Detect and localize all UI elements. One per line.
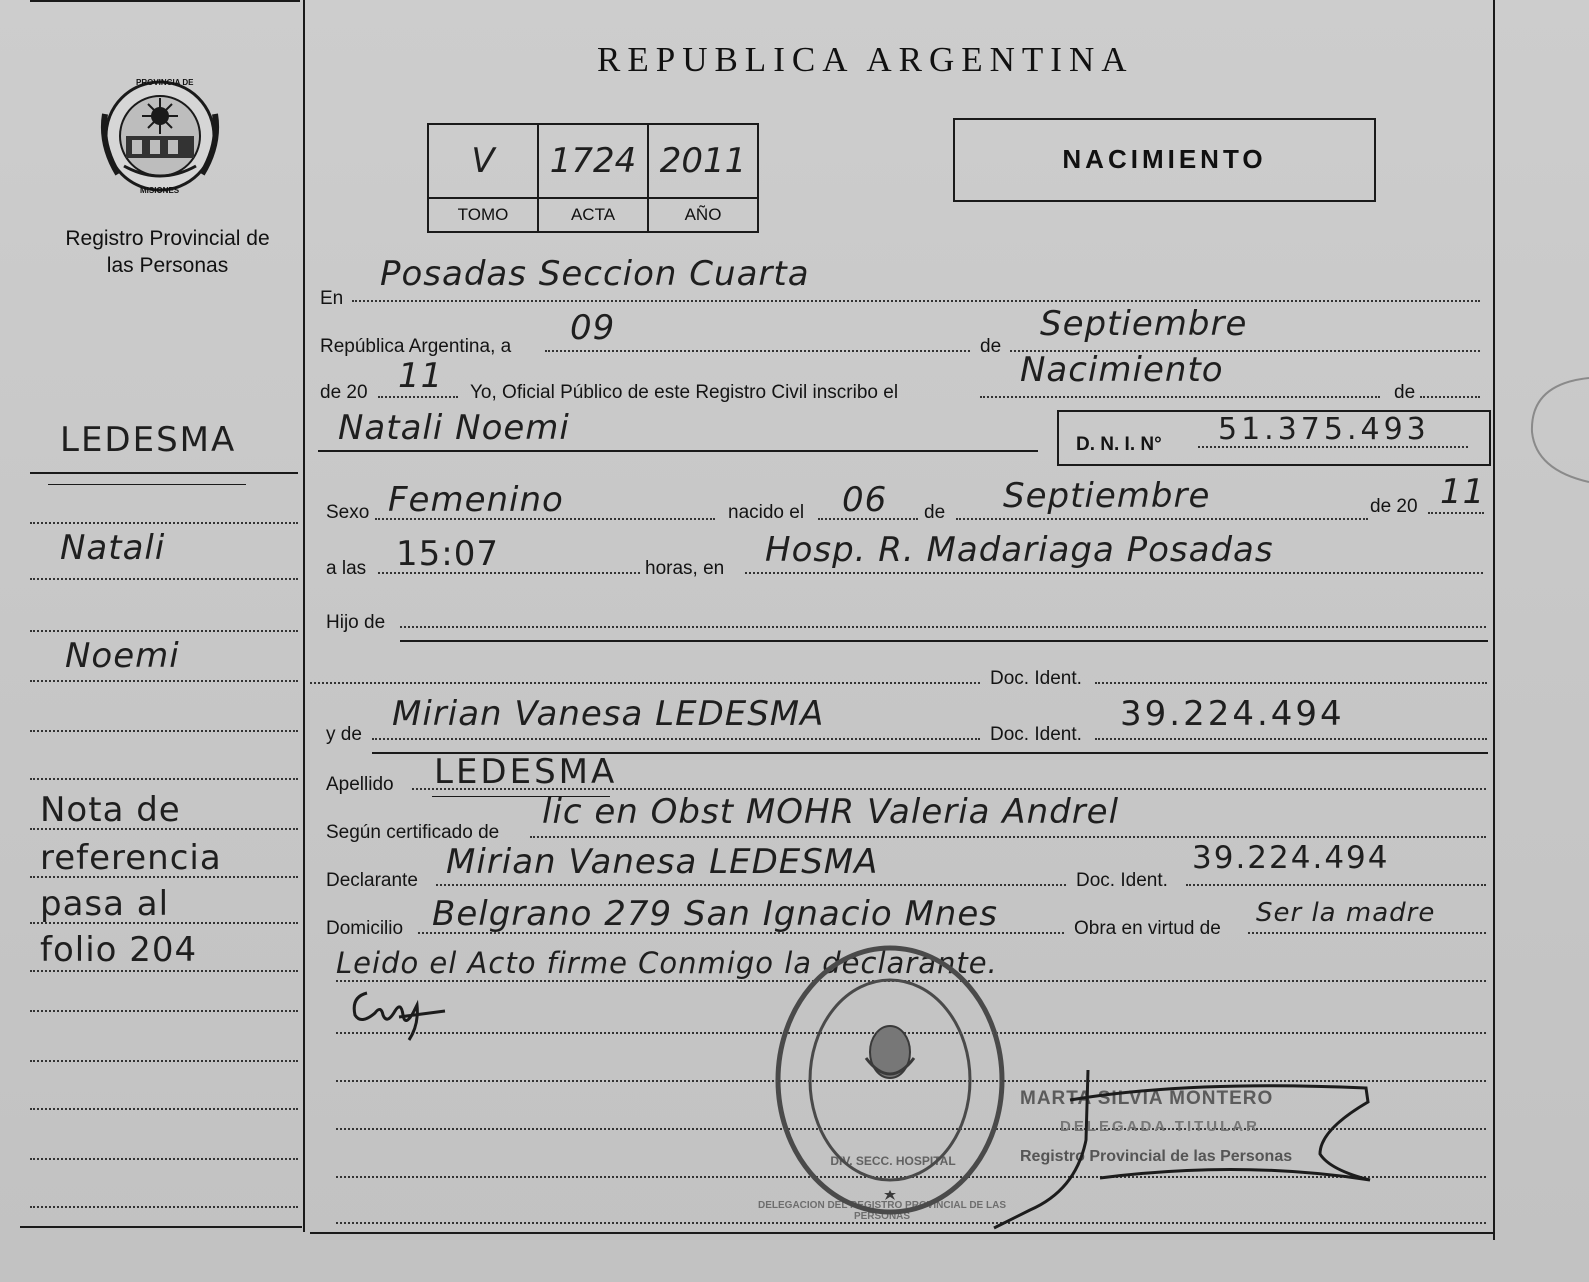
officer-signature-icon — [990, 1060, 1390, 1240]
fecha-dia-value: 09 — [570, 308, 616, 348]
margin-line — [30, 522, 298, 524]
nacido-anio-line — [1428, 512, 1484, 514]
inscribo-line — [980, 396, 1380, 398]
certificado-line — [530, 836, 1486, 838]
margin-line — [30, 630, 298, 632]
dni-value: 51.375.493 — [1218, 412, 1430, 447]
fecha-dia-line — [545, 350, 970, 352]
record-type-label: NACIMIENTO — [1062, 144, 1267, 174]
margin-line — [30, 680, 298, 682]
margin-line — [30, 1060, 298, 1062]
anio-line — [378, 396, 458, 398]
hora-value: 15:07 — [396, 534, 499, 574]
certificado-label: Según certificado de — [326, 822, 500, 843]
right-border — [1493, 0, 1495, 1240]
nacido-label: nacido el — [728, 502, 805, 523]
punch-hole-icon — [1520, 370, 1589, 490]
de-label: de — [980, 336, 1002, 357]
margin-line — [30, 1010, 298, 1012]
margin-first-name: Natali — [60, 528, 166, 568]
margin-note-line3: pasa al — [40, 884, 170, 924]
hijo-rule — [400, 640, 1488, 642]
de-label-3: de — [924, 502, 946, 523]
top-border-left — [30, 0, 300, 2]
province-seal-icon — [100, 74, 220, 204]
nacido-anio-prefix: de 20 — [1370, 496, 1418, 517]
official-seal-icon — [770, 940, 1010, 1220]
fecha-label: República Argentina, a — [320, 336, 512, 357]
madre-doc-value: 39.224.494 — [1120, 694, 1345, 734]
bottom-border-left — [20, 1226, 302, 1228]
inscribo-label: Yo, Oficial Público de este Registro Civil inscribo el — [470, 382, 899, 403]
declarant-signature-icon — [345, 985, 455, 1045]
margin-divider — [303, 0, 305, 1232]
margin-rule — [48, 484, 246, 485]
margin-note-line1: Nota de — [40, 790, 181, 830]
anio-label: AÑO — [648, 198, 758, 232]
horas-en-label: horas, en — [645, 558, 725, 579]
de-label-2: de — [1394, 382, 1416, 403]
fecha-mes-value: Septiembre — [1040, 304, 1248, 344]
tomo-label: TOMO — [428, 198, 538, 232]
nacido-dia-value: 06 — [842, 480, 888, 520]
margin-line — [30, 578, 298, 580]
declarante-doc-line — [1186, 884, 1486, 886]
margin-line — [30, 730, 298, 732]
tomo-value: V — [428, 124, 538, 198]
declarante-line — [436, 884, 1066, 886]
margin-note-line2: referencia — [40, 838, 222, 878]
nacido-anio-value: 11 — [1440, 472, 1486, 512]
en-label: En — [320, 288, 344, 309]
seal-text-top: PROVINCIA DE — [136, 78, 194, 87]
record-type-box — [953, 118, 1376, 202]
lugar-line — [745, 572, 1483, 574]
declarante-label: Declarante — [326, 870, 418, 891]
certificado-value: lic en Obst MOHR Valeria Andrel — [542, 792, 1120, 832]
sexo-label: Sexo — [326, 502, 370, 523]
doc-label-1: Doc. Ident. — [990, 668, 1082, 689]
madre-doc-line — [1095, 738, 1487, 740]
madre-value: Mirian Vanesa LEDESMA — [392, 694, 825, 734]
margin-middle-name: Noemi — [65, 636, 180, 676]
obra-label: Obra en virtud de — [1074, 918, 1221, 939]
declarante-value: Mirian Vanesa LEDESMA — [446, 842, 879, 882]
yde-label: y de — [326, 724, 362, 745]
domicilio-label: Domicilio — [326, 918, 404, 939]
seal-outer-text: DELEGACION DEL REGISTRO PROVINCIAL DE LAS PERSONAS — [758, 1200, 1006, 1222]
margin-line — [30, 1108, 298, 1110]
margin-line — [30, 922, 298, 924]
doc-label-3: Doc. Ident. — [1076, 870, 1168, 891]
doc-label-2: Doc. Ident. — [990, 724, 1082, 745]
lugar-value: Hosp. R. Madariaga Posadas — [765, 530, 1274, 570]
officer-office: Registro Provincial de las Personas — [1020, 1148, 1293, 1165]
margin-line — [30, 778, 298, 780]
obra-value: Ser la madre — [1256, 898, 1436, 928]
tomo-acta-anio-table — [427, 123, 759, 233]
nombre-value: Natali Noemi — [338, 408, 570, 448]
acta-value: 1724 — [538, 124, 648, 198]
registry-office-name: Registro Provincial de las Personas — [65, 227, 270, 277]
margin-line — [30, 828, 298, 830]
hijo-label: Hijo de — [326, 612, 386, 633]
country-title: REPUBLICA ARGENTINA — [597, 40, 1134, 79]
margin-line — [30, 876, 298, 878]
en-value: Posadas Seccion Cuarta — [380, 254, 810, 294]
margin-surname: LEDESMA — [60, 420, 237, 460]
domicilio-value: Belgrano 279 San Ignacio Mnes — [432, 894, 998, 934]
madre-line — [372, 738, 980, 740]
leido-value: Leido el Acto firme Conmigo la declarante. — [336, 946, 998, 980]
de-line-2 — [1420, 396, 1480, 398]
dni-label: D. N. I. N° — [1076, 434, 1162, 455]
nombre-line — [318, 450, 1038, 452]
obra-line — [1248, 932, 1486, 934]
nacido-mes-value: Septiembre — [1003, 476, 1211, 516]
margin-line — [30, 1158, 298, 1160]
sexo-value: Femenino — [388, 480, 564, 520]
nacido-mes-line — [956, 518, 1368, 520]
padre-line — [310, 682, 980, 684]
margin-note-line4: folio 204 — [40, 930, 198, 970]
margin-line — [30, 1206, 298, 1208]
anio-prefix-label: de 20 — [320, 382, 368, 403]
officer-title: DELEGADA TITULAR — [1060, 1118, 1260, 1135]
seal-text-bottom: MISIONES — [140, 186, 180, 195]
margin-rule — [30, 472, 298, 474]
hijo-line — [400, 626, 1486, 628]
apellido-value: LEDESMA — [434, 752, 618, 792]
inscribo-value: Nacimiento — [1020, 350, 1224, 390]
anio-value: 11 — [398, 356, 444, 396]
acta-label: ACTA — [538, 198, 648, 232]
declarante-doc-value: 39.224.494 — [1192, 840, 1390, 876]
apellido-label: Apellido — [326, 774, 394, 795]
hora-label: a las — [326, 558, 367, 579]
officer-name: MARTA SILVIA MONTERO — [1020, 1088, 1274, 1109]
en-line — [352, 300, 1480, 302]
padre-doc-line — [1095, 682, 1487, 684]
anio-value: 2011 — [648, 124, 758, 198]
margin-line — [30, 970, 298, 972]
seal-inner-text: DIV. SECC. HOSPITAL — [830, 1154, 956, 1168]
